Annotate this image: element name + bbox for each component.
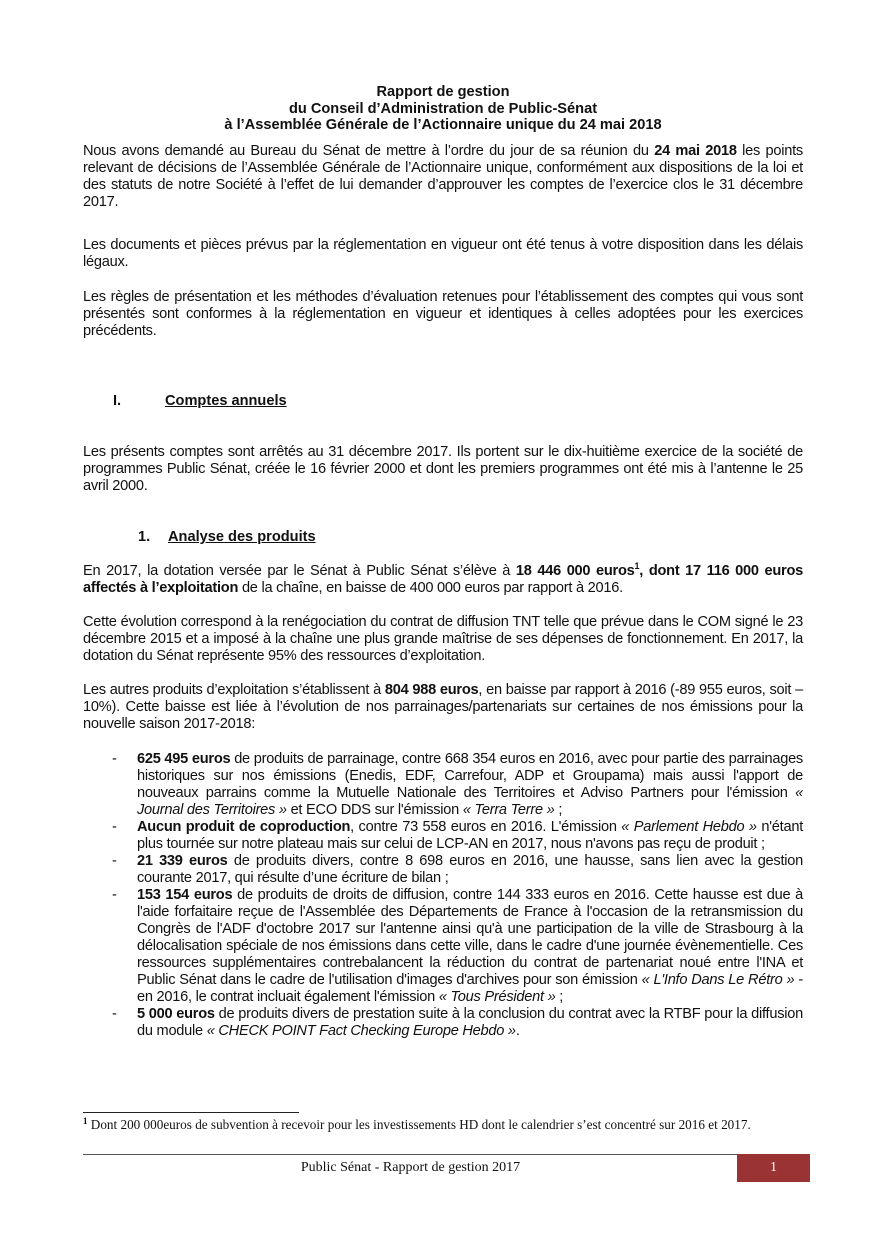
title-line-3: à l’Assemblée Générale de l’Actionnaire unique du 24 mai 2018 (224, 117, 662, 133)
text: , dont (639, 563, 686, 579)
list-item (0, 1006, 803, 1040)
section-number: I. (113, 393, 122, 409)
text: les points relevant de décisions de l’Assemblée Générale de l’Actionnaire unique, conformément aux dispositions de la loi et des statuts de notre Société à l’effet de lui demander d’approuver les comptes de l’exercice clos le 31 décembre 2017. (83, 143, 803, 210)
text: , en baisse par rapport à 2016 (-89 955 euros, soit – 10%). Cette baisse est liée à l’évolution de nos parrainages/partenariats sur certaines de nos émissions pour la nouvelle saison 2017-2018: (83, 682, 803, 732)
subsection-paragraph-1 (83, 563, 803, 597)
subsection-label: Analyse des produits (168, 529, 316, 545)
exploitation-amount: 17 116 000 euros affectés à l’exploitation (83, 563, 803, 596)
footnote-marker: 1 (83, 1116, 88, 1126)
amount: 153 154 euros (137, 887, 233, 903)
show-title: « Tous Président » (438, 989, 556, 1005)
section-paragraph: Les présents comptes sont arrêtés au 31 décembre 2017. Ils portent sur le dix-huitième exercice de la société de programmes Public Sénat, créée le 16 février 2000 et dont les premiers programmes ont été mis à l’antenne le 25 avril 2000. (83, 444, 803, 494)
subsection-number: 1. (138, 529, 151, 545)
bullet-dash: - (112, 1006, 117, 1022)
text: de produits de parrainage, contre 668 354 euros en 2016, avec pour partie des parrainages historiques sur nos émissions (Enedis, EDF, Carrefour, ADP et Groupama) mais aussi l'apport de nouveaux parrains comme la Mutuelle Nationale des Territoires et Adviso Partners pour l'émission (137, 751, 803, 801)
bullet-dash: - (112, 853, 117, 869)
document-title (83, 84, 803, 134)
text: Les autres produits d’exploitation s’établissent à (83, 682, 385, 698)
text: ; (554, 802, 563, 818)
show-title: « Terra Terre » (462, 802, 555, 818)
footnote-reference[interactable]: 1 (634, 561, 640, 571)
title-line-2: du Conseil d’Administration de Public-Sénat (288, 100, 598, 117)
bullet-dash: - (112, 751, 117, 767)
other-products-amount: 804 988 euros (384, 682, 479, 698)
text: - en 2016, le contrat incluait également l'émission (137, 972, 803, 1005)
subsection-paragraph-3 (83, 682, 803, 733)
footnote-text: Dont 200 000euros de subvention à recevoir pour les investissements HD dont le calendrier s’est concentré sur 2016 et 2017. (87, 1117, 751, 1132)
section-label: Comptes annuels (165, 393, 287, 409)
text: de la chaîne, en baisse de 400 000 euros par rapport à 2016. (238, 580, 623, 596)
show-title: « CHECK POINT Fact Checking Europe Hebdo » (206, 1023, 516, 1039)
intro-paragraph-2: Les documents et pièces prévus par la réglementation en vigueur ont été tenus à votre disposition dans les délais légaux. (83, 237, 803, 270)
bullet-dash: - (112, 819, 117, 835)
text: de produits divers de prestation suite à la conclusion du contrat avec la RTBF pour la diffusion du module (137, 1006, 803, 1039)
list-item (0, 751, 803, 819)
intro-paragraph-3: Les règles de présentation et les méthodes d’évaluation retenues pour l’établissement des comptes qui vous sont présentés sont conformes à la réglementation en vigueur et identiques à celles adoptées pour les exercices précédents. (83, 289, 803, 339)
show-title: « Parlement Hebdo » (621, 819, 757, 835)
amount: Aucun produit de coproduction (137, 819, 351, 835)
footnote-divider (83, 1112, 299, 1113)
text: de produits de droits de diffusion, contre 144 333 euros en 2016. Cette hausse est due à l'aide forfaitaire reçue de l'Assemblée des Départements de France à l'occasion de la retransmission du Congrès de l'ADF d'octobre 2017 sur l'antenne ainsi qu'à une participation de la ville de Strasbourg à la délocalisation spéciale de nos émissions dans cette ville, dans le cadre d'une journée évènementielle. Ces ressources supplémentaires contrebalancent la réduction du contrat de partenariat noué entre l'INA et Public Sénat dans le cadre de l'utilisation d'images d'archives pour son émission (137, 887, 803, 988)
footer-divider (83, 1154, 738, 1155)
title-line-1: Rapport de gestion (376, 84, 510, 100)
show-title: « Journal des Territoires » (137, 785, 803, 818)
text: de produits divers, contre 8 698 euros en 2016, une hausse, sans lien avec la gestion courante 2017, qui résulte d’une écriture de bilan ; (137, 853, 804, 886)
text: En 2017, la dotation versée par le Sénat à Public Sénat s’élève à (83, 563, 516, 579)
text: et ECO DDS sur l'émission (286, 802, 463, 818)
text: . (515, 1023, 520, 1039)
text: , contre 73 558 euros en 2016. L'émission (350, 819, 622, 835)
list-item (0, 819, 803, 853)
subsection-paragraph-2: Cette évolution correspond à la renégociation du contrat de diffusion TNT telle que prévue dans le COM signé le 23 décembre 2015 et a imposé à la chaîne une plus grande maîtrise de ses dépenses de fonctionnement. En 2017, la dotation du Sénat représente 95% des ressources d’exploitation. (83, 614, 803, 664)
amount: 21 339 euros (137, 853, 228, 869)
intro-paragraph-1 (83, 143, 803, 211)
products-list (0, 751, 886, 1040)
footnote (83, 1117, 803, 1133)
text: ; (555, 989, 564, 1005)
list-item (0, 887, 803, 1006)
show-title: « L'Info Dans Le Rétro » (641, 972, 795, 988)
footer-text: Public Sénat - Rapport de gestion 2017 (300, 1160, 521, 1175)
bullet-dash: - (112, 887, 117, 903)
amount: 5 000 euros (137, 1006, 215, 1022)
page-number-badge: 1 (737, 1154, 810, 1182)
list-item (0, 853, 803, 887)
text: Nous avons demandé au Bureau du Sénat de mettre à l’ordre du jour de sa réunion du (83, 143, 655, 159)
dotation-amount: 18 446 000 euros (515, 563, 635, 579)
amount: 625 495 euros (137, 751, 231, 767)
meeting-date: 24 mai 2018 (654, 143, 737, 159)
text: n'étant plus tournée sur notre plateau mais sur celui de LCP-AN en 2017, nous n'avons pas reçu de produit ; (137, 819, 804, 852)
